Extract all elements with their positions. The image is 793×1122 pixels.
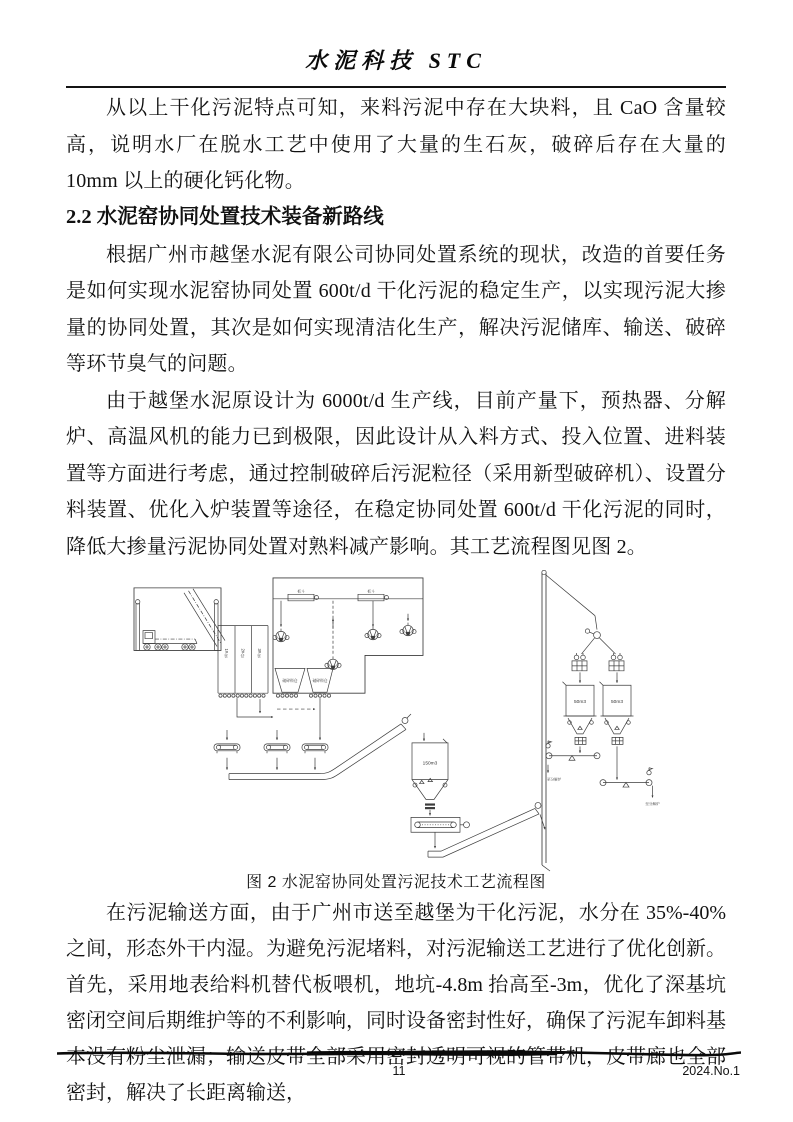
footer-rule (57, 1049, 741, 1057)
grab-bucket-icon (325, 656, 341, 669)
silo-50a-label: 50m3 (574, 700, 586, 706)
bin-discharge-rollers (219, 694, 265, 697)
bin2-label: 2#仓 (240, 648, 246, 658)
trolley1-label: 抓斗 (297, 589, 305, 594)
level-indicator-icon (647, 768, 653, 775)
section-heading-2-2: 2.2 水泥窑协同处置技术装备新路线 (66, 205, 384, 228)
process-flow-diagram (125, 569, 710, 872)
paragraph-3: 由于越堡水泥原设计为 6000t/d 生产线，目前产量下，预热器、分解炉、高温风机的能力已到极限，因此设计从入料方式、投入位置、进料装置等方面进行考虑，通过控制破碎后污泥粒径（采用新型破碎机）、设置分料装置、优化入炉装置等途径，在稳定协同处置 600t/d 干化污泥的同时，降低大掺量污泥协同处置对熟料减产影响。其工艺流程图见图 2。 (66, 389, 726, 558)
figure-2-svg (125, 569, 710, 872)
grab-bucket-icon (273, 629, 289, 642)
destination-2-label: 至分解炉 (645, 801, 660, 806)
figure-2 (66, 569, 726, 893)
paragraph-1: 从以上干化污泥特点可知，来料污泥中存在大块料，且 CaO 含量较高，说明水厂在脱水工艺中使用了大量的生石灰，破碎后存在大量的 10mm 以上的硬化钙化物。 (66, 97, 726, 192)
discharge-screw-1 (546, 741, 600, 760)
silo-50b-label: 50m3 (611, 700, 623, 706)
header-rule (66, 86, 726, 88)
destination-1-label: 至分解炉 (547, 777, 562, 782)
weighing-feeder (411, 817, 470, 848)
belt-feeders (214, 730, 328, 770)
page-footer (57, 1044, 741, 1082)
silo-150-label: 150m3 (422, 761, 438, 767)
sludge-storage-bins (218, 626, 268, 698)
silo-50m3-right (600, 653, 634, 780)
transfer-arrows (237, 698, 320, 740)
trolley2-label: 抓斗 (367, 589, 375, 594)
paragraph-4: 在污泥输送方面，由于广州市送至越堡为干化污泥，水分在 35%-40%之间，形态外干内湿。为避免污泥堵料，对污泥输送工艺进行了优化创新。首先，采用地表给料机替代板喂机，地坑-4.8m 抬高至-3m，优化了深基坑密闭空间后期维护等的不利影响，同时设备密封性好，确保了污泥车卸料基本没有粉尘泄漏；输送皮带全部采用密封透明可视的管带机，皮带廊也全部密封，解决了长距离输送， (66, 902, 726, 1104)
bin1-label: 1#仓 (223, 648, 230, 658)
hopper-discharge-rollers (276, 694, 330, 697)
feeder-1 (214, 744, 240, 753)
dump-truck (143, 631, 197, 651)
grab-crane-hall (273, 578, 423, 697)
silo-150m3 (412, 733, 448, 815)
crusher-bin1-label: 破碎料仓 (282, 678, 298, 683)
silo-50m3-left (563, 653, 597, 753)
issue-label: 2024.No.1 (682, 1064, 740, 1078)
feeder-2 (264, 744, 290, 753)
level-indicator-icon (546, 741, 552, 748)
footer-texts (57, 1064, 741, 1082)
journal-title: 水泥科技 STC (305, 48, 487, 73)
distribution-chute (546, 575, 616, 654)
paragraph-2: 根据广州市越堡水泥有限公司协同处置系统的现状，改造的首要任务是如何实现水泥窑协同处置 600t/d 干化污泥的稳定生产，以实现污泥大掺量的协同处置，其次是如何实现清洁化生产，解决污泥储库、输送、破碎等环节臭气的问题。 (66, 243, 726, 375)
grab-bucket-icon (400, 623, 416, 636)
page-number: 11 (392, 1064, 406, 1078)
feeder-3 (302, 744, 328, 753)
pipe-conveyor-2 (428, 802, 545, 857)
figure-caption: 图 2 水泥窑协同处置污泥技术工艺流程图 (246, 874, 546, 891)
grab-bucket-icon (365, 627, 381, 640)
crusher-bin2-label: 破碎料仓 (312, 678, 328, 683)
truck-unloading-hall (134, 588, 225, 651)
elevator-tower (542, 570, 562, 871)
discharge-screw-2 (600, 768, 660, 806)
bin3-label: 3#仓 (256, 648, 263, 658)
